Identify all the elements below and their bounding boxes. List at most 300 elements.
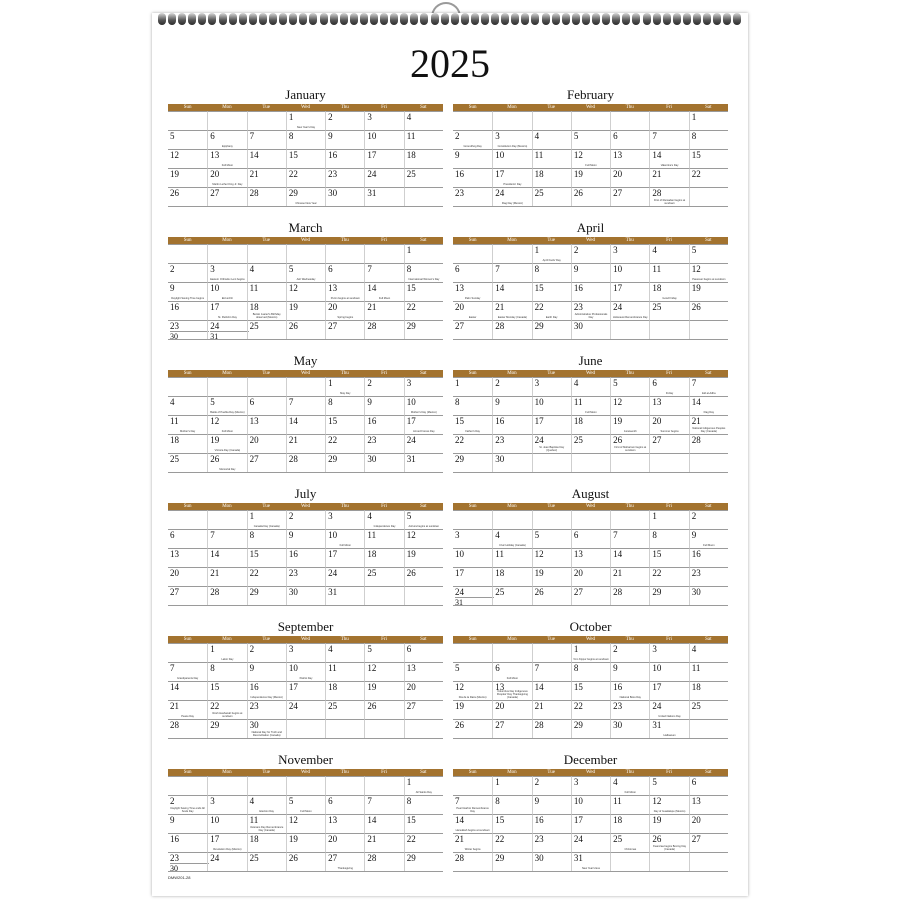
day-cell xyxy=(207,548,246,567)
day-cell xyxy=(168,187,207,206)
month-title: April xyxy=(576,220,605,235)
day-number: 8 xyxy=(691,131,697,141)
weekday-label: Wed xyxy=(585,105,596,110)
day-cell xyxy=(247,301,286,320)
day-number: 1 xyxy=(495,777,500,787)
holiday-label: Eid al-Fitr xyxy=(221,297,233,300)
weekday-label: Tue xyxy=(262,770,270,775)
day-number: 9 xyxy=(367,397,372,407)
day-number: 29 xyxy=(328,454,338,464)
day-cell xyxy=(532,187,571,206)
day-number: 11 xyxy=(367,530,377,540)
day-cell xyxy=(404,567,443,586)
day-number: 28 xyxy=(367,853,377,863)
day-grid xyxy=(453,510,728,606)
day-number: 9 xyxy=(328,131,333,141)
day-number: 20 xyxy=(613,169,623,179)
holiday-label: Full Moon xyxy=(300,810,312,813)
day-number: 16 xyxy=(288,549,298,559)
day-number: 7 xyxy=(367,796,372,806)
day-number: 27 xyxy=(249,454,259,464)
weekday-label: Tue xyxy=(547,504,555,509)
day-number: 23 xyxy=(573,302,583,312)
day-cell xyxy=(492,301,531,320)
day-cell xyxy=(207,529,246,548)
day-number: 26 xyxy=(455,720,464,730)
day-number: 8 xyxy=(495,796,500,806)
day-number: 3 xyxy=(573,777,579,787)
holiday-label: Full Moon xyxy=(378,297,391,300)
day-number: 28 xyxy=(367,321,377,331)
day-cell xyxy=(325,149,364,168)
day-number: 23 xyxy=(455,188,464,198)
day-number: 30 xyxy=(534,853,544,863)
day-cell xyxy=(492,434,531,453)
day-number: 14 xyxy=(613,549,623,559)
day-cell xyxy=(247,662,286,681)
day-cell xyxy=(532,567,571,586)
day-cell xyxy=(325,111,364,130)
day-cell xyxy=(404,833,443,852)
day-cell xyxy=(207,263,246,282)
day-cell xyxy=(610,111,649,130)
day-cell xyxy=(649,662,688,681)
holiday-label: Kwanzaa begins Boxing Day (Canada) xyxy=(653,845,687,851)
day-cell xyxy=(325,434,364,453)
day-cell xyxy=(286,111,325,130)
day-number: 26 xyxy=(613,435,623,445)
day-number: 22 xyxy=(455,435,464,445)
day-cell xyxy=(404,700,443,719)
day-cell xyxy=(532,833,571,852)
day-cell xyxy=(453,111,492,130)
day-cell xyxy=(325,814,364,833)
day-cell xyxy=(532,130,571,149)
day-cell xyxy=(571,814,610,833)
day-cell xyxy=(364,567,403,586)
day-cell xyxy=(168,301,207,320)
day-cell xyxy=(453,643,492,662)
day-cell xyxy=(689,681,728,700)
day-number: 13 xyxy=(691,796,701,806)
day-number: 17 xyxy=(328,549,338,559)
day-number: 20 xyxy=(406,682,416,692)
day-number: 18 xyxy=(406,150,416,160)
day-cell xyxy=(532,852,571,871)
day-number: 18 xyxy=(170,435,179,445)
binding-ring xyxy=(330,13,338,25)
day-cell xyxy=(453,795,492,814)
day-cell xyxy=(207,567,246,586)
day-number: 20 xyxy=(573,568,583,578)
holiday-label: Constitution Day (Mexico) xyxy=(497,145,528,148)
holiday-label: Groundhog Day xyxy=(463,145,482,148)
day-number: 30 xyxy=(573,321,583,331)
day-cell xyxy=(247,795,286,814)
weekday-label: Tue xyxy=(262,504,270,509)
weekday-label: Sun xyxy=(468,238,477,243)
binding-ring xyxy=(703,13,711,25)
weekday-label: Sun xyxy=(183,105,192,110)
day-number: 21 xyxy=(170,701,179,711)
day-cell xyxy=(207,187,246,206)
holiday-label: Rosh Hashanah begins at sundown xyxy=(212,712,243,718)
day-cell xyxy=(286,814,325,833)
weekday-label: Mon xyxy=(222,371,232,376)
day-number: 4 xyxy=(652,245,657,255)
weekday-label: Sun xyxy=(183,637,192,642)
day-number: 23 xyxy=(288,568,298,578)
day-number: 18 xyxy=(691,682,701,692)
weekday-label: Sun xyxy=(183,504,192,509)
day-cell xyxy=(610,130,649,149)
binding-ring xyxy=(693,13,701,25)
month-june xyxy=(453,352,728,473)
day-cell xyxy=(689,263,728,282)
day-number: 5 xyxy=(288,264,294,274)
day-cell xyxy=(325,852,364,871)
holiday-label: Daylight Saving Time ends All Souls Day xyxy=(170,807,205,813)
day-number: 19 xyxy=(367,682,377,692)
day-cell xyxy=(492,776,531,795)
day-number: 25 xyxy=(652,302,662,312)
day-cell xyxy=(689,719,728,738)
day-cell xyxy=(492,700,531,719)
day-cell xyxy=(247,567,286,586)
holiday-label: Halloween xyxy=(663,734,676,737)
day-number: 11 xyxy=(249,283,259,293)
day-cell xyxy=(610,586,649,605)
day-cell xyxy=(689,187,728,206)
day-cell xyxy=(610,833,649,852)
day-number: 15 xyxy=(495,815,505,825)
day-number: 28 xyxy=(652,188,662,198)
day-number: 4 xyxy=(495,530,500,540)
holiday-label: New Year's Day xyxy=(296,126,316,129)
day-cell xyxy=(325,662,364,681)
day-number: 12 xyxy=(288,815,298,825)
binding-ring xyxy=(582,13,590,25)
day-number: 30 xyxy=(249,720,259,730)
day-cell xyxy=(649,301,688,320)
day-cell xyxy=(532,586,571,605)
day-cell xyxy=(168,130,207,149)
day-number: 1 xyxy=(534,245,540,255)
day-number: 24 xyxy=(652,701,662,711)
binding-ring xyxy=(410,13,418,25)
day-number: 20 xyxy=(170,568,179,578)
day-number: 28 xyxy=(249,188,259,198)
month-title: July xyxy=(294,486,317,501)
day-cell xyxy=(207,377,246,396)
day-cell xyxy=(571,681,610,700)
day-number: 21 xyxy=(495,302,505,312)
day-cell xyxy=(610,396,649,415)
day-cell xyxy=(247,168,286,187)
day-number: 26 xyxy=(170,188,179,198)
day-number: 5 xyxy=(534,530,540,540)
holiday-label: Full Moon xyxy=(221,164,234,167)
binding-ring xyxy=(229,13,237,25)
day-number: 31 xyxy=(367,188,377,198)
day-number: 1 xyxy=(691,112,697,122)
day-grid xyxy=(168,111,443,207)
day-number: 21 xyxy=(534,701,544,711)
day-number: 16 xyxy=(328,150,338,160)
day-cell xyxy=(404,434,443,453)
day-number: 29 xyxy=(495,853,505,863)
day-number: 12 xyxy=(367,663,377,673)
day-number: 20 xyxy=(495,701,505,711)
day-cell xyxy=(207,814,246,833)
holiday-label: National Day for Truth and Reconciliation (Canada) xyxy=(251,731,282,737)
day-number: 2 xyxy=(573,245,579,255)
day-cell xyxy=(247,434,286,453)
weekday-header xyxy=(453,104,728,111)
weekday-label: Wed xyxy=(585,371,596,376)
day-cell xyxy=(689,643,728,662)
day-cell xyxy=(689,396,728,415)
day-cell xyxy=(492,586,531,605)
day-cell xyxy=(492,282,531,301)
day-cell xyxy=(689,453,728,472)
day-number: 20 xyxy=(249,435,259,445)
holiday-label: Grandparents Day xyxy=(177,677,199,680)
day-number: 20 xyxy=(328,834,338,844)
holiday-label: Independence Day (Mexico) xyxy=(250,696,283,699)
day-number: 4 xyxy=(613,777,618,787)
day-cell xyxy=(286,434,325,453)
day-number: 1 xyxy=(406,777,412,787)
day-number: 10 xyxy=(210,815,220,825)
day-cell xyxy=(325,643,364,662)
holiday-label: Memorial Day xyxy=(219,468,236,471)
day-cell xyxy=(168,244,207,263)
day-number: 9 xyxy=(573,264,579,274)
day-number: 12 xyxy=(288,283,298,293)
day-number: 17 xyxy=(534,416,544,426)
weekday-label: Sun xyxy=(468,105,477,110)
day-cell xyxy=(325,377,364,396)
day-number: 23 xyxy=(170,853,179,863)
day-number: 30 xyxy=(495,454,505,464)
day-number: 4 xyxy=(573,378,579,388)
day-cell xyxy=(453,301,492,320)
day-number: 1 xyxy=(652,511,657,521)
day-number: 19 xyxy=(170,169,179,179)
day-number: 5 xyxy=(367,644,372,654)
binding-ring xyxy=(259,13,267,25)
day-cell xyxy=(571,168,610,187)
holiday-label: Victoria Day (Canada) xyxy=(214,449,241,452)
binding-ring xyxy=(531,13,539,25)
weekday-label: Mon xyxy=(507,105,517,110)
holiday-label: Benito Juarez's Birthday observed (Mexico) xyxy=(252,313,281,319)
day-number: 19 xyxy=(613,416,623,426)
day-number: 13 xyxy=(210,150,220,160)
day-number: 7 xyxy=(288,397,294,407)
day-number: 4 xyxy=(249,264,255,274)
day-number: 14 xyxy=(210,549,220,559)
day-number: 25 xyxy=(170,454,179,464)
day-cell xyxy=(364,453,403,472)
day-number: 15 xyxy=(534,283,544,293)
day-cell xyxy=(492,719,531,738)
month-title: February xyxy=(567,87,614,102)
holiday-label: National Indigenous Peoples Day (Canada) xyxy=(692,427,726,433)
wire-binding xyxy=(152,13,748,29)
day-cell xyxy=(453,548,492,567)
day-number: 6 xyxy=(328,264,333,274)
day-cell xyxy=(571,111,610,130)
binding-ring xyxy=(501,13,509,25)
day-cell xyxy=(492,662,531,681)
day-cell xyxy=(492,168,531,187)
day-cell xyxy=(364,681,403,700)
binding-ring xyxy=(309,13,317,25)
day-cell xyxy=(649,586,688,605)
day-number: 15 xyxy=(691,150,701,160)
day-grid xyxy=(453,244,728,340)
day-number: 8 xyxy=(406,264,412,274)
day-number: 2 xyxy=(328,112,333,122)
day-cell xyxy=(649,548,688,567)
day-number: 6 xyxy=(170,530,175,540)
day-number: 21 xyxy=(249,169,259,179)
day-number: 12 xyxy=(534,549,544,559)
day-cell xyxy=(364,852,403,871)
day-cell xyxy=(364,814,403,833)
day-number: 7 xyxy=(455,796,460,806)
day-cell xyxy=(168,168,207,187)
day-cell xyxy=(649,776,688,795)
day-number: 27 xyxy=(691,834,701,844)
day-cell xyxy=(247,377,286,396)
holiday-label: Chinese New Year xyxy=(295,202,317,205)
day-cell xyxy=(492,111,531,130)
weekday-label: Fri xyxy=(666,238,672,243)
day-number: 13 xyxy=(328,815,338,825)
binding-ring xyxy=(380,13,388,25)
day-number: 7 xyxy=(367,264,372,274)
day-cell xyxy=(610,168,649,187)
day-cell xyxy=(404,130,443,149)
day-cell xyxy=(571,130,610,149)
day-number: 23 xyxy=(328,169,338,179)
weekday-label: Thu xyxy=(625,105,634,110)
day-cell xyxy=(571,529,610,548)
day-number: 28 xyxy=(210,587,220,597)
day-number: 24 xyxy=(573,834,583,844)
day-cell xyxy=(404,643,443,662)
day-cell xyxy=(610,681,649,700)
day-number: 29 xyxy=(210,720,220,730)
day-number: 25 xyxy=(495,587,505,597)
day-cell xyxy=(453,168,492,187)
day-number: 26 xyxy=(652,834,662,844)
day-cell xyxy=(571,567,610,586)
month-title: October xyxy=(569,619,612,634)
day-number: 9 xyxy=(495,397,500,407)
day-cell xyxy=(286,415,325,434)
day-cell xyxy=(286,320,325,339)
day-number: 15 xyxy=(406,283,416,293)
day-cell xyxy=(247,149,286,168)
weekday-label: Tue xyxy=(262,637,270,642)
day-number: 10 xyxy=(406,397,416,407)
day-number: 5 xyxy=(691,245,697,255)
day-cell xyxy=(168,320,207,339)
day-cell xyxy=(404,187,443,206)
day-cell xyxy=(649,415,688,434)
day-number: 3 xyxy=(534,378,540,388)
day-cell xyxy=(492,643,531,662)
day-cell xyxy=(207,282,246,301)
weekday-label: Mon xyxy=(507,504,517,509)
day-cell xyxy=(207,681,246,700)
holiday-label: May Day xyxy=(340,392,351,395)
binding-ring xyxy=(733,13,741,25)
holiday-label: Yom Kippur begins at sundown xyxy=(573,658,609,661)
month-november xyxy=(168,751,443,872)
day-number: 10 xyxy=(210,283,220,293)
day-number: 15 xyxy=(288,150,298,160)
binding-ring xyxy=(653,13,661,25)
day-cell xyxy=(247,719,286,738)
day-cell xyxy=(532,434,571,453)
holiday-label: St. Jean Baptiste Day (Quebec) xyxy=(539,446,565,452)
day-cell xyxy=(168,377,207,396)
day-cell xyxy=(689,852,728,871)
day-number: 15 xyxy=(210,682,220,692)
weekday-label: Sat xyxy=(420,105,427,110)
day-number: 20 xyxy=(691,815,701,825)
day-cell xyxy=(325,301,364,320)
day-number: 8 xyxy=(455,397,460,407)
day-cell xyxy=(689,548,728,567)
day-number: 8 xyxy=(328,397,333,407)
weekday-label: Thu xyxy=(340,770,349,775)
day-number: 18 xyxy=(534,169,544,179)
day-number: 22 xyxy=(210,701,220,711)
day-cell xyxy=(247,586,286,605)
holiday-label: Flag Day (Mexico) xyxy=(501,202,523,205)
day-cell xyxy=(364,795,403,814)
day-number: 7 xyxy=(210,530,215,540)
day-cell xyxy=(404,586,443,605)
weekday-label: Thu xyxy=(340,105,349,110)
day-number: 28 xyxy=(613,587,623,597)
day-number: 26 xyxy=(534,587,544,597)
weekday-label: Tue xyxy=(547,105,555,110)
day-number: 2 xyxy=(170,796,175,806)
day-cell xyxy=(286,719,325,738)
day-cell xyxy=(571,263,610,282)
day-cell xyxy=(325,567,364,586)
day-number: 8 xyxy=(573,663,579,673)
day-cell xyxy=(689,795,728,814)
day-cell xyxy=(364,149,403,168)
holiday-label: Flag Day xyxy=(703,411,715,414)
weekday-label: Wed xyxy=(300,105,311,110)
day-cell xyxy=(610,453,649,472)
month-april xyxy=(453,219,728,340)
day-cell xyxy=(325,833,364,852)
day-cell xyxy=(610,149,649,168)
day-cell xyxy=(286,529,325,548)
day-number: 25 xyxy=(249,321,259,331)
day-cell xyxy=(207,719,246,738)
